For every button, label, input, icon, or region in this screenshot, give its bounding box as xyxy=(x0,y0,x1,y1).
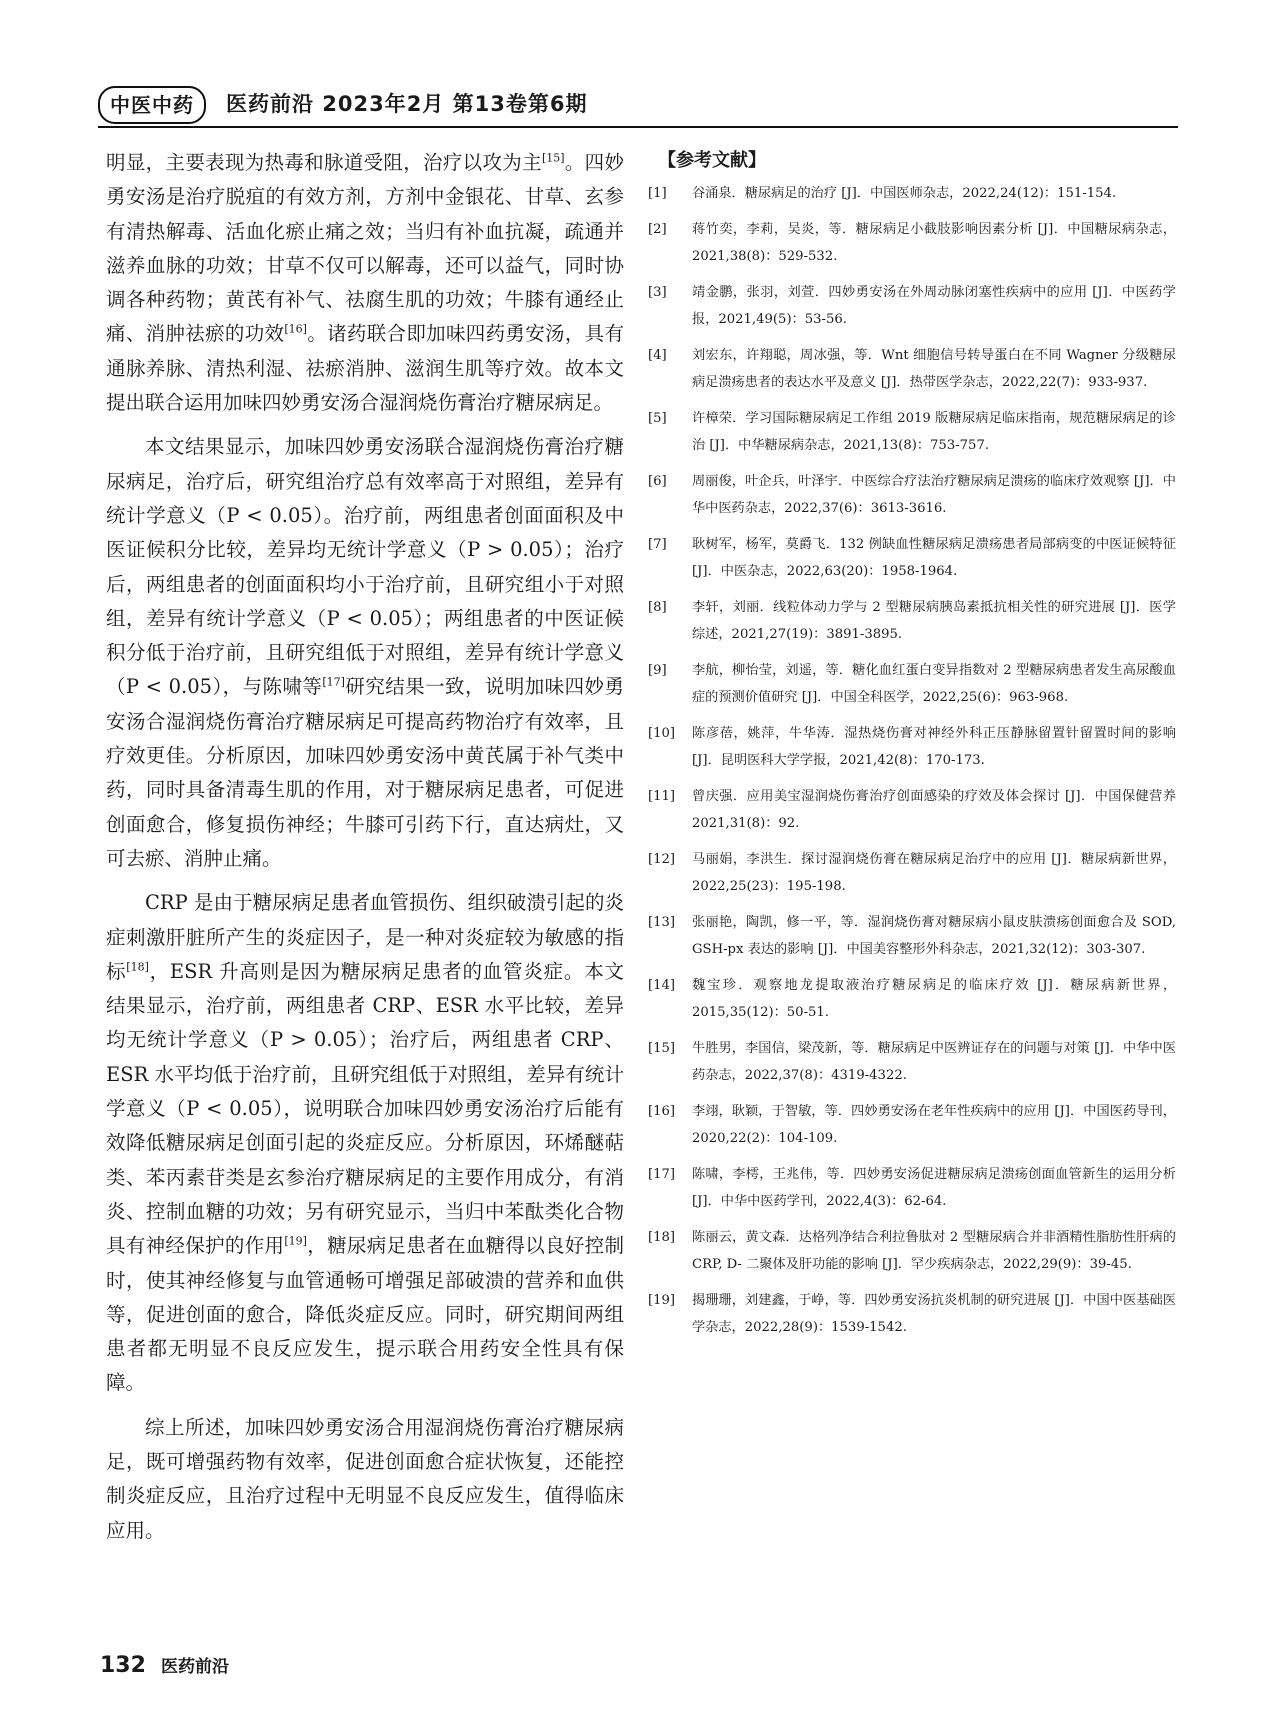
reference-item xyxy=(648,909,1176,964)
citation-16: [16] xyxy=(284,322,307,336)
reference-text: 李航，柳怡莹，刘遥，等．糖化血红蛋白变异指数对 2 型糖尿病患者发生高尿酸血症的预测价值研究 [J]．中国全科医学，2022,25(6)：963-968. xyxy=(692,662,1176,705)
reference-number: [19] xyxy=(648,1292,676,1308)
footer-journal-name: 医药前沿 xyxy=(161,1657,230,1677)
page-footer xyxy=(100,1652,229,1682)
header-rule xyxy=(98,126,1178,128)
body-text-column xyxy=(106,146,624,1548)
paragraph-2: 本文结果显示，加味四妙勇安汤联合湿润烧伤膏治疗糖尿病足，治疗后，研究组治疗总有效率高于对照组，差异有统计学意义（P < 0.05）。治疗前，两组患者创面面积及中医证候积分比较，差异均无统计学意义（P > 0.05）；治疗后，两组患者的创面面积均小于治疗前，且研究组小于对照组，差异有统计学意义（P < 0.05）；两组患者的中医证候积分低于治疗前，且研究组低于对照组，差异有统计学意义（P < 0.05），与陈啸等[17]研究结果一致，说明加味四妙勇安汤合湿润烧伤膏治疗糖尿病足可提高药物治疗有效率，且疗效更佳。分析原因，加味四妙勇安汤中黄芪属于补气类中药，同时具备清毒生肌的作用，对于糖尿病足患者，可促进创面愈合，修复损伤神经；牛膝可引药下行，直达病灶，又可去瘀、消肿止痛。 xyxy=(106,435,624,870)
reference-text: 许樟荣．学习国际糖尿病足工作组 2019 版糖尿病足临床指南，规范糖尿病足的诊治 [J]．中华糖尿病杂志，2021,13(8)：753-757. xyxy=(692,410,1176,453)
reference-number: [12] xyxy=(648,851,676,867)
reference-text: 陈彦蓓，姚萍，牛华涛．湿热烧伤膏对神经外科正压静脉留置针留置时间的影响 [J]．昆明医科大学学报，2021,42(8)：170-173. xyxy=(692,725,1176,768)
references-column xyxy=(648,146,1176,1350)
reference-text: 李轩，刘丽．线粒体动力学与 2 型糖尿病胰岛素抵抗相关性的研究进展 [J]．医学综述，2021,27(19)：3891-3895. xyxy=(692,599,1176,642)
reference-number: [2] xyxy=(648,221,667,237)
reference-text: 张丽艳，陶凯，修一平，等．湿润烧伤膏对糖尿病小鼠皮肤溃疡创面愈合及 SOD, GSH-px 表达的影响 [J]．中国美容整形外科杂志，2021,32(12)：303-307. xyxy=(692,914,1176,957)
reference-item xyxy=(648,972,1176,1027)
reference-item xyxy=(648,1035,1176,1090)
reference-text: 周丽俊，叶企兵，叶泽宇．中医综合疗法治疗糖尿病足溃疡的临床疗效观察 [J]．中华中医药杂志，2022,37(6)：3613-3616. xyxy=(692,473,1176,516)
reference-text: 耿树军，杨军，莫爵飞．132 例缺血性糖尿病足溃疡患者局部病变的中医证候特征 [J]．中医杂志，2022,63(20)：1958-1964. xyxy=(692,536,1176,579)
reference-item xyxy=(648,1161,1176,1216)
reference-item xyxy=(648,1098,1176,1153)
reference-number: [16] xyxy=(648,1103,676,1119)
paragraph-1: 明显，主要表现为热毒和脉道受阻，治疗以攻为主[15]。四妙勇安汤是治疗脱疽的有效方剂，方剂中金银花、甘草、玄参有清热解毒、活血化瘀止痛之效；当归有补血抗凝，疏通并滋养血脉的功效；甘草不仅可以解毒，还可以益气，同时协调各种药物；黄芪有补气、祛腐生肌的功效；牛膝有通经止痛、消肿祛瘀的功效[16]。诸药联合即加味四药勇安汤，具有通脉养脉、清热利湿、祛瘀消肿、滋润生肌等疗效。故本文提出联合运用加味四妙勇安汤合湿润烧伤膏治疗糖尿病足。 xyxy=(106,151,624,415)
reference-number: [5] xyxy=(648,410,667,426)
reference-number: [15] xyxy=(648,1040,676,1056)
reference-number: [18] xyxy=(648,1229,676,1245)
reference-item xyxy=(648,279,1176,334)
reference-number: [14] xyxy=(648,977,676,993)
paragraph-4: 综上所述，加味四妙勇安汤合用湿润烧伤膏治疗糖尿病足，既可增强药物有效率，促进创面愈合症状恢复，还能控制炎症反应，且治疗过程中无明显不良反应发生，值得临床应用。 xyxy=(106,1415,624,1542)
reference-text: 马丽娟，李洪生．探讨湿润烧伤膏在糖尿病足治疗中的应用 [J]．糖尿病新世界，2022,25(23)：195-198. xyxy=(692,851,1176,894)
reference-text: 魏宝珍．观察地龙提取液治疗糖尿病足的临床疗效 [J]．糖尿病新世界，2015,35(12)：50-51. xyxy=(692,977,1176,1020)
reference-item xyxy=(648,1287,1176,1342)
reference-number: [6] xyxy=(648,473,667,489)
reference-item xyxy=(648,594,1176,649)
reference-number: [10] xyxy=(648,725,676,741)
reference-number: [1] xyxy=(648,186,667,201)
reference-number: [4] xyxy=(648,347,667,363)
citation-18: [18] xyxy=(126,960,149,974)
citation-15: [15] xyxy=(541,151,565,165)
citation-19: [19] xyxy=(284,1234,307,1248)
reference-item xyxy=(648,216,1176,271)
reference-number: [11] xyxy=(648,788,676,804)
reference-list xyxy=(648,180,1176,1342)
reference-item xyxy=(648,720,1176,775)
reference-text: 揭珊珊，刘建鑫，于峥，等．四妙勇安汤抗炎机制的研究进展 [J]．中国中医基础医学杂志，2022,28(9)：1539-1542. xyxy=(692,1292,1176,1335)
reference-item xyxy=(648,846,1176,901)
reference-text: 靖金鹏，张羽，刘萱．四妙勇安汤在外周动脉闭塞性疾病中的应用 [J]．中医药学报，2021,49(5)：53-56. xyxy=(692,284,1176,327)
page-number: 132 xyxy=(100,1653,146,1678)
reference-text: 陈丽云，黄文森．达格列净结合利拉鲁肽对 2 型糖尿病合并非酒精性脂肪性肝病的 CRP, D- 二聚体及肝功能的影响 [J]．罕少疾病杂志，2022,29(9)：39-45. xyxy=(692,1229,1176,1272)
reference-text: 蒋竹奕，李莉，吴炎，等．糖尿病足小截肢影响因素分析 [J]．中国糖尿病杂志，2021,38(8)：529-532. xyxy=(692,221,1176,264)
reference-item xyxy=(648,468,1176,523)
section-badge: 中医中药 xyxy=(98,86,206,124)
reference-number: [7] xyxy=(648,536,667,552)
reference-number: [17] xyxy=(648,1166,676,1182)
reference-text: 刘宏东，许翔聪，周冰强，等．Wnt 细胞信号转导蛋白在不同 Wagner 分级糖尿病足溃疡患者的表达水平及意义 [J]．热带医学杂志，2022,22(7)：933-937. xyxy=(692,347,1176,390)
reference-text: 曾庆强．应用美宝湿润烧伤膏治疗创面感染的疗效及体会探讨 [J]．中国保健营养 2021,31(8)：92. xyxy=(692,788,1176,831)
reference-text: 谷涌泉．糖尿病足的治疗 [J]．中国医师杂志，2022,24(12)：151-154. xyxy=(692,186,1117,201)
running-header xyxy=(98,86,1178,128)
paragraph-3: CRP 是由于糖尿病足患者血管损伤、组织破溃引起的炎症刺激肝脏所产生的炎症因子，是一种对炎症较为敏感的指标[18]，ESR 升高则是因为糖尿病足患者的血管炎症。本文结果显示，治疗前，两组患者 CRP、ESR 水平比较，差异均无统计学意义（P > 0.05）；治疗后，两组患者 CRP、ESR 水平均低于治疗前，且研究组低于对照组，差异有统计学意义（P < 0.05），说明联合加味四妙勇安汤治疗后能有效降低糖尿病足创面引起的炎症反应。分析原因，环烯醚萜类、苯丙素苷类是玄参治疗糖尿病足的主要作用成分，有消炎、控制血糖的功效；另有研究显示，当归中苯酞类化合物具有神经保护的作用[19]，糖尿病足患者在血糖得以良好控制时，使其神经修复与血管通畅可增强足部破溃的营养和血供等，促进创面的愈合，降低炎症反应。同时，研究期间两组患者都无明显不良反应发生，提示联合用药安全性具有保障。 xyxy=(106,891,624,1395)
reference-item xyxy=(648,405,1176,460)
reference-text: 陈啸，李樗，王兆伟，等．四妙勇安汤促进糖尿病足溃疡创面血管新生的运用分析 [J]．中华中医药学刊，2022,4(3)：62-64. xyxy=(692,1166,1176,1209)
reference-text: 牛胜男，李国信，梁茂新，等．糖尿病足中医辨证存在的问题与对策 [J]．中华中医药杂志，2022,37(8)：4319-4322. xyxy=(692,1040,1176,1083)
journal-issue-info: 医药前沿 2023年2月 第13卷第6期 xyxy=(226,92,588,116)
reference-text: 李翊，耿颖，于智敏，等．四妙勇安汤在老年性疾病中的应用 [J]．中国医药导刊，2020,22(2)：104-109. xyxy=(692,1103,1176,1146)
reference-item xyxy=(648,657,1176,712)
reference-number: [13] xyxy=(648,914,676,930)
citation-17: [17] xyxy=(322,675,345,689)
reference-item xyxy=(648,342,1176,397)
reference-number: [9] xyxy=(648,662,667,678)
reference-number: [3] xyxy=(648,284,667,300)
reference-number: [8] xyxy=(648,599,667,615)
reference-item xyxy=(648,180,1176,208)
reference-item xyxy=(648,1224,1176,1279)
reference-item xyxy=(648,783,1176,838)
reference-item xyxy=(648,531,1176,586)
references-heading: 【参考文献】 xyxy=(658,150,766,171)
